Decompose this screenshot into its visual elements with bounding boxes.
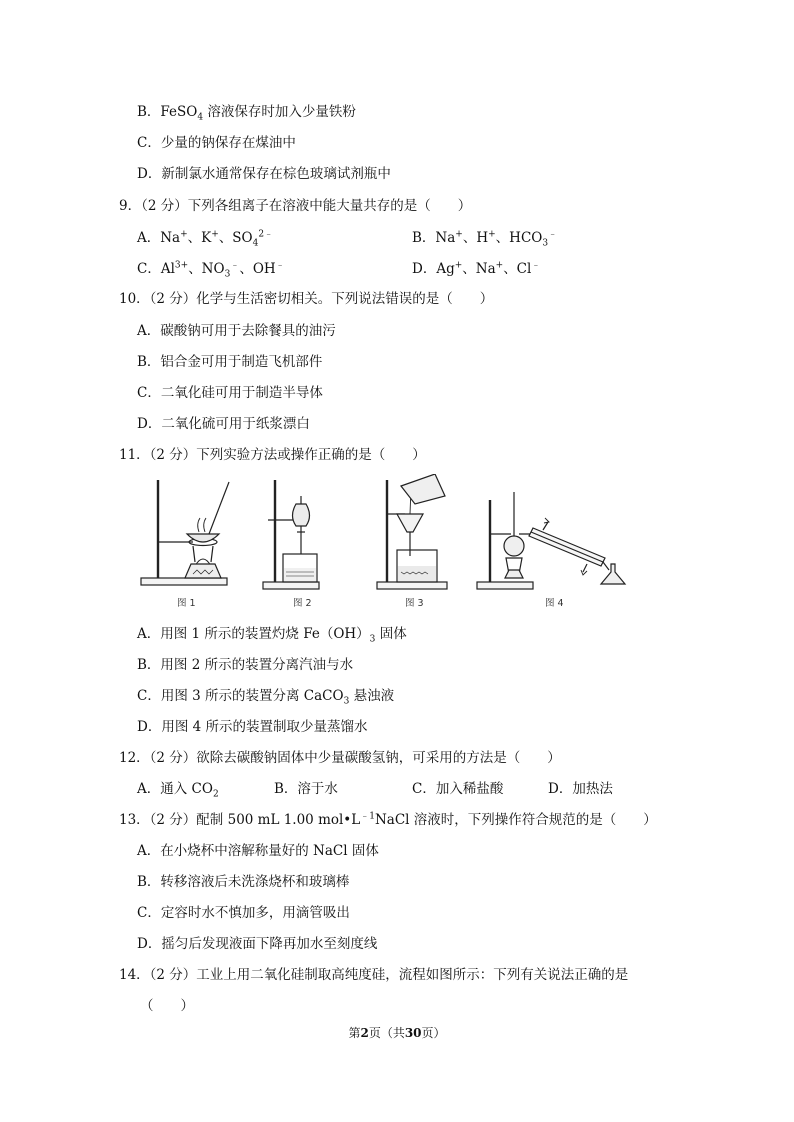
q12-option-d: D．加热法	[548, 781, 613, 797]
q14-stem: 14．（2 分）工业上用二氧化硅制取高纯度硅，流程如图所示：下列有关说法正确的是	[119, 967, 629, 983]
q13-option-b: B．转移溶液后未洗涤烧杯和玻璃棒	[137, 874, 350, 890]
q8-option-d: D．新制氯水通常保存在棕色玻璃试剂瓶中	[137, 166, 391, 182]
figure-2-separatory-funnel	[263, 480, 319, 609]
q8-option-c: C．少量的钠保存在煤油中	[137, 135, 296, 151]
q11-option-c: C．用图 3 所示的装置分离 CaCO$_3$ 悬浊液	[137, 688, 395, 707]
q11-option-d: D．用图 4 所示的装置制取少量蒸馏水	[137, 719, 368, 735]
q13-stem: 13．（2 分）配制 500 mL 1.00 $mol•L^{﹣1}NaCl$ 溶液时，下列操作符合规范的是（ ）	[119, 811, 657, 828]
q13-option-a: A．在小烧杯中溶解称量好的 NaCl 固体	[137, 843, 379, 859]
q12-option-c: C．加入稀盐酸	[412, 781, 504, 797]
q9-option-b: B．Na+、H+、$HCO_3^﹣$	[412, 229, 558, 249]
q11-option-a: A．用图 1 所示的装置灼烧 $Fe(OH)_3$ 固体	[137, 626, 407, 645]
figure-4-distillation	[477, 492, 625, 609]
page-number: 2	[360, 1026, 369, 1040]
q10-option-d: D．二氧化硫可用于纸浆漂白	[137, 416, 310, 432]
q8-option-b: B．FeSO$_4$ 溶液保存时加入少量铁粉	[137, 104, 356, 123]
q12-option-a: A．通入 $CO_2$	[137, 781, 219, 800]
total-pages: 30	[404, 1026, 422, 1040]
figure-3-filtration	[377, 474, 447, 609]
q11-stem: 11．（2 分）下列实验方法或操作正确的是（ ）	[119, 447, 426, 463]
page-footer: 第2页（共30页）	[348, 1026, 446, 1040]
figure-3-caption: 图 3	[405, 598, 424, 609]
q9-option-d: D．Ag+、Na+、Cl﹣	[412, 260, 541, 277]
q14-answer-paren: （ ）	[140, 998, 194, 1014]
q10-stem: 10．（2 分）化学与生活密切相关。下列说法错误的是（ ）	[119, 291, 494, 307]
q9-option-a: A．Na+、K+、$SO_4^{2﹣}$	[137, 229, 274, 249]
q9-option-c: C．$Al^{3+}$、$NO_3^﹣$、OH﹣	[137, 260, 285, 280]
q13-option-c: C．定容时水不慎加多，用滴管吸出	[137, 905, 350, 921]
q12-option-b: B．溶于水	[274, 781, 338, 797]
figure-1-crucible-heating	[141, 480, 229, 609]
q11-option-b: B．用图 2 所示的装置分离汽油与水	[137, 657, 354, 673]
q13-option-d: D．摇匀后发现液面下降再加水至刻度线	[137, 936, 378, 952]
q10-option-c: C．二氧化硅可用于制造半导体	[137, 385, 323, 401]
q10-option-b: B．铝合金可用于制造飞机部件	[137, 354, 323, 370]
figure-1-caption: 图 1	[177, 598, 196, 609]
figure-4-caption: 图 4	[545, 598, 564, 609]
figure-2-caption: 图 2	[293, 598, 312, 609]
q12-stem: 12．（2 分）欲除去碳酸钠固体中少量碳酸氢钠，可采用的方法是（ ）	[119, 750, 561, 766]
q10-option-a: A．碳酸钠可用于去除餐具的油污	[137, 323, 336, 339]
q9-stem: 9．（2 分）下列各组离子在溶液中能大量共存的是（ ）	[119, 198, 472, 214]
q11-apparatus-figures	[135, 474, 635, 614]
